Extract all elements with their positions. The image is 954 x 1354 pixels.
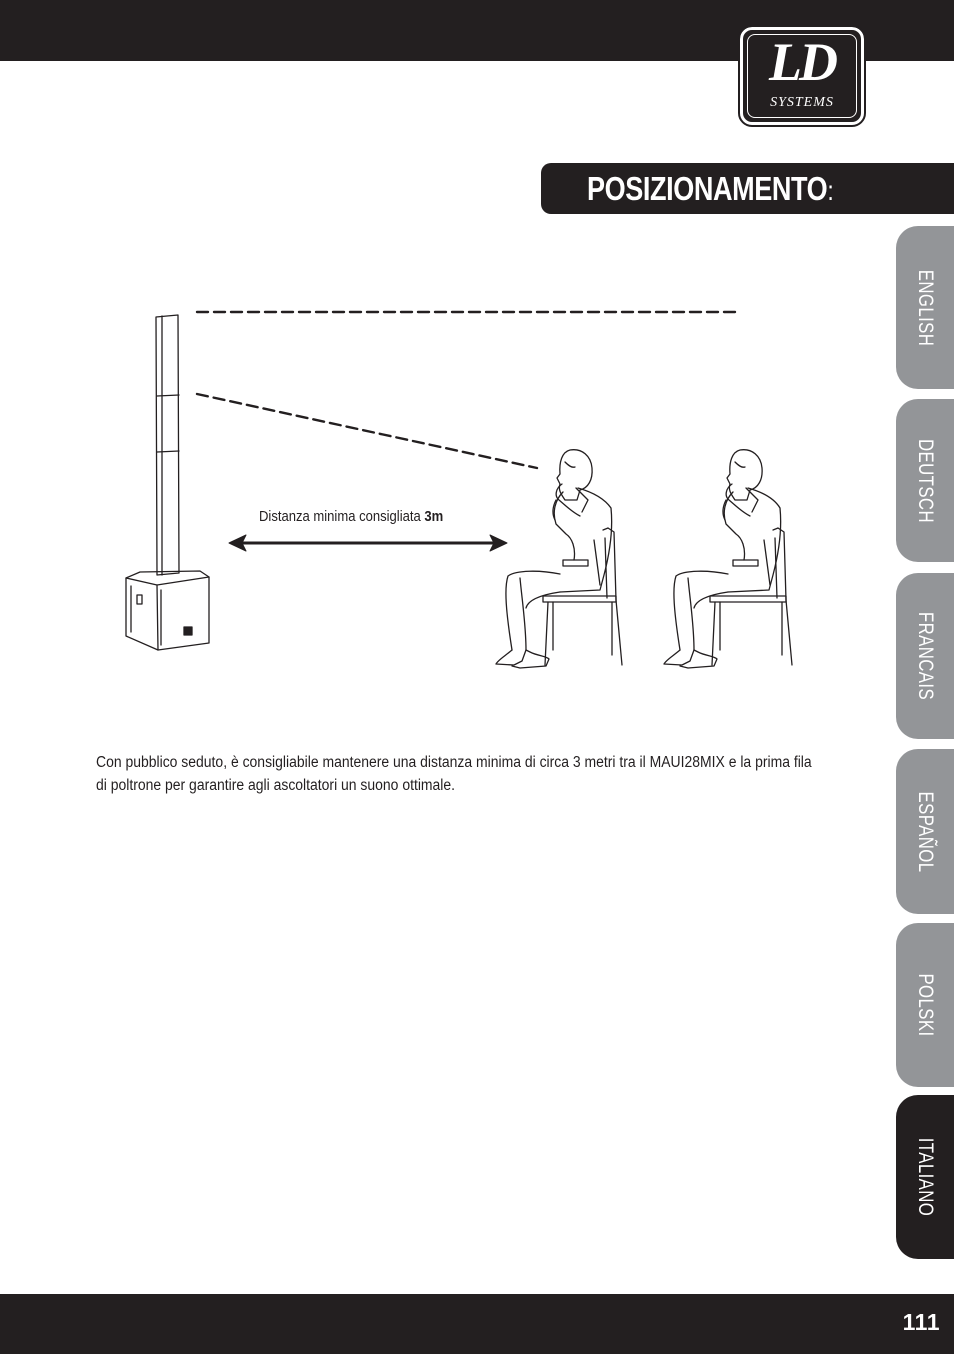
distance-value: 3m [424, 509, 444, 525]
bottom-bar [0, 1294, 954, 1354]
page-number: 111 [902, 1309, 940, 1335]
tab-deutsch-label: DEUTSCH [914, 438, 937, 523]
dashed-line-sloped [197, 394, 537, 468]
logo-sub-text: SYSTEMS [770, 95, 834, 110]
section-title-colon: : [827, 175, 834, 206]
distance-label-text: Distanza minima consigliata [259, 509, 421, 525]
logo-main-text: LD [769, 32, 835, 92]
tab-espanol-label: ESPAÑOL [914, 791, 937, 872]
column-speaker [156, 315, 179, 575]
seated-listener-1 [496, 450, 622, 668]
distance-arrow [229, 535, 507, 551]
tab-francais-label: FRANCAIS [914, 611, 937, 701]
seated-listener-2 [664, 450, 792, 668]
body-paragraph: Con pubblico seduto, è consigliabile mantenere una distanza minima di circa 3 metri tra il MAUI28MIX e la prima fila di poltrone per garantire agli ascoltatori un suono ottimale. [96, 754, 812, 794]
tab-polski-label: POLSKI [914, 973, 937, 1037]
tab-italiano-label: ITALIANO [914, 1137, 937, 1217]
distance-label [259, 509, 443, 525]
subwoofer [126, 571, 209, 650]
tab-english-label: ENGLISH [914, 269, 937, 346]
section-title-text: POSIZIONAMENTO [587, 170, 828, 207]
